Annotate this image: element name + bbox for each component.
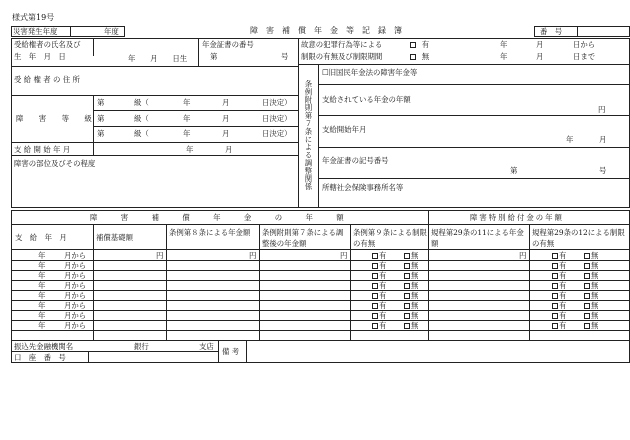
checkbox-icon[interactable] [552, 323, 558, 329]
office-label: 所轄社会保険事務所名等 [322, 183, 404, 192]
article7-cert-go: 号 [599, 166, 607, 175]
checkbox-icon[interactable] [404, 293, 410, 299]
yen-art8: 円 [249, 251, 257, 260]
col-base: 補償基礎額 [96, 233, 133, 242]
remarks-label: 備 考 [222, 347, 240, 356]
account-number-field[interactable] [90, 352, 217, 362]
checkbox-icon[interactable] [552, 283, 558, 289]
checkbox-icon[interactable] [584, 313, 590, 319]
crime-label-line2: 制限の有無及び制限期間 [301, 52, 383, 61]
crime-until-year: 年 [500, 52, 508, 61]
pension-cert-label: 年金証書の番号 [202, 40, 254, 49]
start-month-field[interactable] [94, 143, 297, 154]
checkbox-icon[interactable] [584, 303, 590, 309]
crime-label-line1: 故意の犯罪行為等による [301, 40, 383, 49]
col-art9: 条例第９条による制限の有無 [353, 228, 427, 248]
account-label: 口 座 番 号 [14, 353, 66, 362]
annual-header-right: 障害特別給付金の年額 [470, 213, 564, 222]
annual-header-left: 障 害 補 償 年 金 の 年 額 [90, 213, 352, 222]
article7-start-year: 年 [566, 135, 574, 144]
checkbox-icon[interactable] [404, 253, 410, 259]
name-dob-label-line1: 受給権者の氏名及び [14, 40, 81, 49]
checkbox-icon [410, 54, 416, 60]
name-dob-label-line2: 生 年 月 日 [14, 52, 66, 61]
article7-start-month: 月 [599, 135, 607, 144]
address-label: 受 給 権 者 の 住 所 [14, 75, 80, 84]
branch-suffix: 支店 [199, 342, 214, 351]
article7-vertical-label: 条例附則第７条による調整関係 [304, 80, 313, 191]
remarks-field[interactable] [248, 341, 629, 362]
address-field[interactable] [94, 67, 297, 94]
crime-until-month: 月 [536, 52, 544, 61]
grade-label: 障 害 等 級 [16, 114, 96, 123]
checkbox-icon[interactable] [404, 283, 410, 289]
name-dob-field[interactable] [94, 39, 197, 65]
checkbox-icon [410, 42, 416, 48]
pension-cert-go: 号 [281, 52, 289, 61]
col-period: 支 給 年 月 [15, 233, 67, 242]
checkbox-icon[interactable] [372, 303, 378, 309]
crime-until-day: 日まで [573, 52, 596, 61]
pension-amount-yen: 円 [598, 105, 606, 114]
crime-from-month: 月 [536, 40, 544, 49]
yen-art7: 円 [340, 251, 348, 260]
checkbox-icon[interactable] [404, 323, 410, 329]
injury-label: 障害の部位及びその程度 [14, 159, 96, 168]
article7-cert-label: 年金証書の記号番号 [322, 156, 389, 165]
checkbox-icon[interactable] [372, 313, 378, 319]
checkbox-icon[interactable] [552, 263, 558, 269]
bank-suffix: 銀行 [134, 342, 149, 351]
crime-yes-option[interactable]: 有 [410, 41, 429, 48]
checkbox-icon[interactable] [552, 313, 558, 319]
disaster-year-label: 災害発生年度 [13, 27, 58, 36]
col-reg11: 規程第29条の11による年金額 [431, 228, 524, 248]
col-art8: 条例第８条による年金額 [169, 228, 251, 237]
checkbox-icon[interactable] [372, 323, 378, 329]
checkbox-icon[interactable] [372, 253, 378, 259]
article7-cert-dai: 第 [510, 166, 518, 175]
start-month-label: 支 給 開 始 年 月 [14, 145, 71, 154]
dob-date: 年 月 日生 [128, 54, 188, 63]
checkbox-icon[interactable] [584, 283, 590, 289]
checkbox-icon[interactable] [404, 273, 410, 279]
checkbox-icon[interactable] [372, 283, 378, 289]
checkbox-icon[interactable] [404, 303, 410, 309]
pension-cert-dai: 第 [210, 52, 218, 61]
yen-base: 円 [156, 251, 164, 260]
record-number-label: 番 号 [540, 27, 563, 36]
injury-field[interactable] [12, 170, 297, 206]
col-reg12: 規程第29条の12による制限の有無 [532, 228, 625, 248]
crime-no-option[interactable]: 無 [410, 53, 429, 60]
checkbox-icon[interactable] [372, 263, 378, 269]
pension-cert-field[interactable] [218, 50, 278, 63]
checkbox-icon[interactable] [584, 253, 590, 259]
start-month: 月 [225, 145, 233, 154]
article7-start-label: 支給開始年月 [322, 125, 367, 134]
checkbox-icon[interactable] [372, 273, 378, 279]
bank-label: 振込先金融機関名 [14, 342, 74, 351]
checkbox-icon[interactable] [404, 263, 410, 269]
form-title: 障害補償年金等記録簿 [250, 26, 410, 35]
col-art7: 条例附則第７条による調整後の年金額 [262, 228, 344, 248]
start-year: 年 [186, 145, 194, 154]
crime-from-year: 年 [500, 40, 508, 49]
checkbox-icon[interactable] [404, 313, 410, 319]
nendo-label: 年度 [104, 27, 119, 36]
old-national-pension-checkbox[interactable]: ☐旧国民年金法の障害年金等 [322, 68, 418, 77]
checkbox-icon[interactable] [552, 273, 558, 279]
checkbox-icon[interactable] [552, 303, 558, 309]
form-number: 様式第19号 [12, 13, 55, 22]
crime-from-day: 日から [573, 40, 596, 49]
checkbox-icon[interactable] [584, 263, 590, 269]
checkbox-icon[interactable] [552, 293, 558, 299]
checkbox-icon[interactable] [584, 323, 590, 329]
checkbox-icon[interactable] [584, 273, 590, 279]
checkbox-icon[interactable] [584, 293, 590, 299]
pension-amount-label: 支給されている年金の年額 [322, 95, 411, 104]
checkbox-icon[interactable] [552, 253, 558, 259]
checkbox-icon[interactable] [372, 293, 378, 299]
yen-reg11: 円 [519, 251, 527, 260]
pension-record-form: 様式第19号 災害発生年度 年度 障害補償年金等記録簿 番 号 受給権者の氏名及び 生 年 月 日 年 月 日生 年金証書の番号 第 号 故意の犯罪行為等による 制限の有無及び制限期間 有 無 年 月 日から 年 月 日まで 受 給 権 者 の 住 所 障 害 等 級 第 級（ 年 月 日決定） 第 級（ 年 月 日決定） 第 級（ 年 月 日決定） 支 給 開 始 年 月 年 月 障害の部位及びその程度 条例附則第７条による調整関係 ☐旧国民年金法の障害年金等 支給されている年金の年額 円 支給開始年月 年 月 年金証書の記号番号 第 号 所轄社会保険事務所名等 障 害 補 償 年 金 の 年 額 障害特別給付金の年額 支 給 年 月 補償基礎額 条例第８条による年金額 条例附則第７条による調整後の年金額 条例第９条による制限の有無 規程第29条の11による年金額 規程第29条の12による制限の有無 円 円 円 円 年 月から 有 無 有 無 年 月から 有 無 有 無 年 月から 有 無 有 無 年 月から 有 無 有 無 年 月から 有 無 有 無 年 月から 有 無 有 無 年 月から 有 無 有 無 年 月から 有 無 有 無 振込先金融機関名 銀行 支店 口 座 番 号 備 考 [0, 0, 630, 440]
